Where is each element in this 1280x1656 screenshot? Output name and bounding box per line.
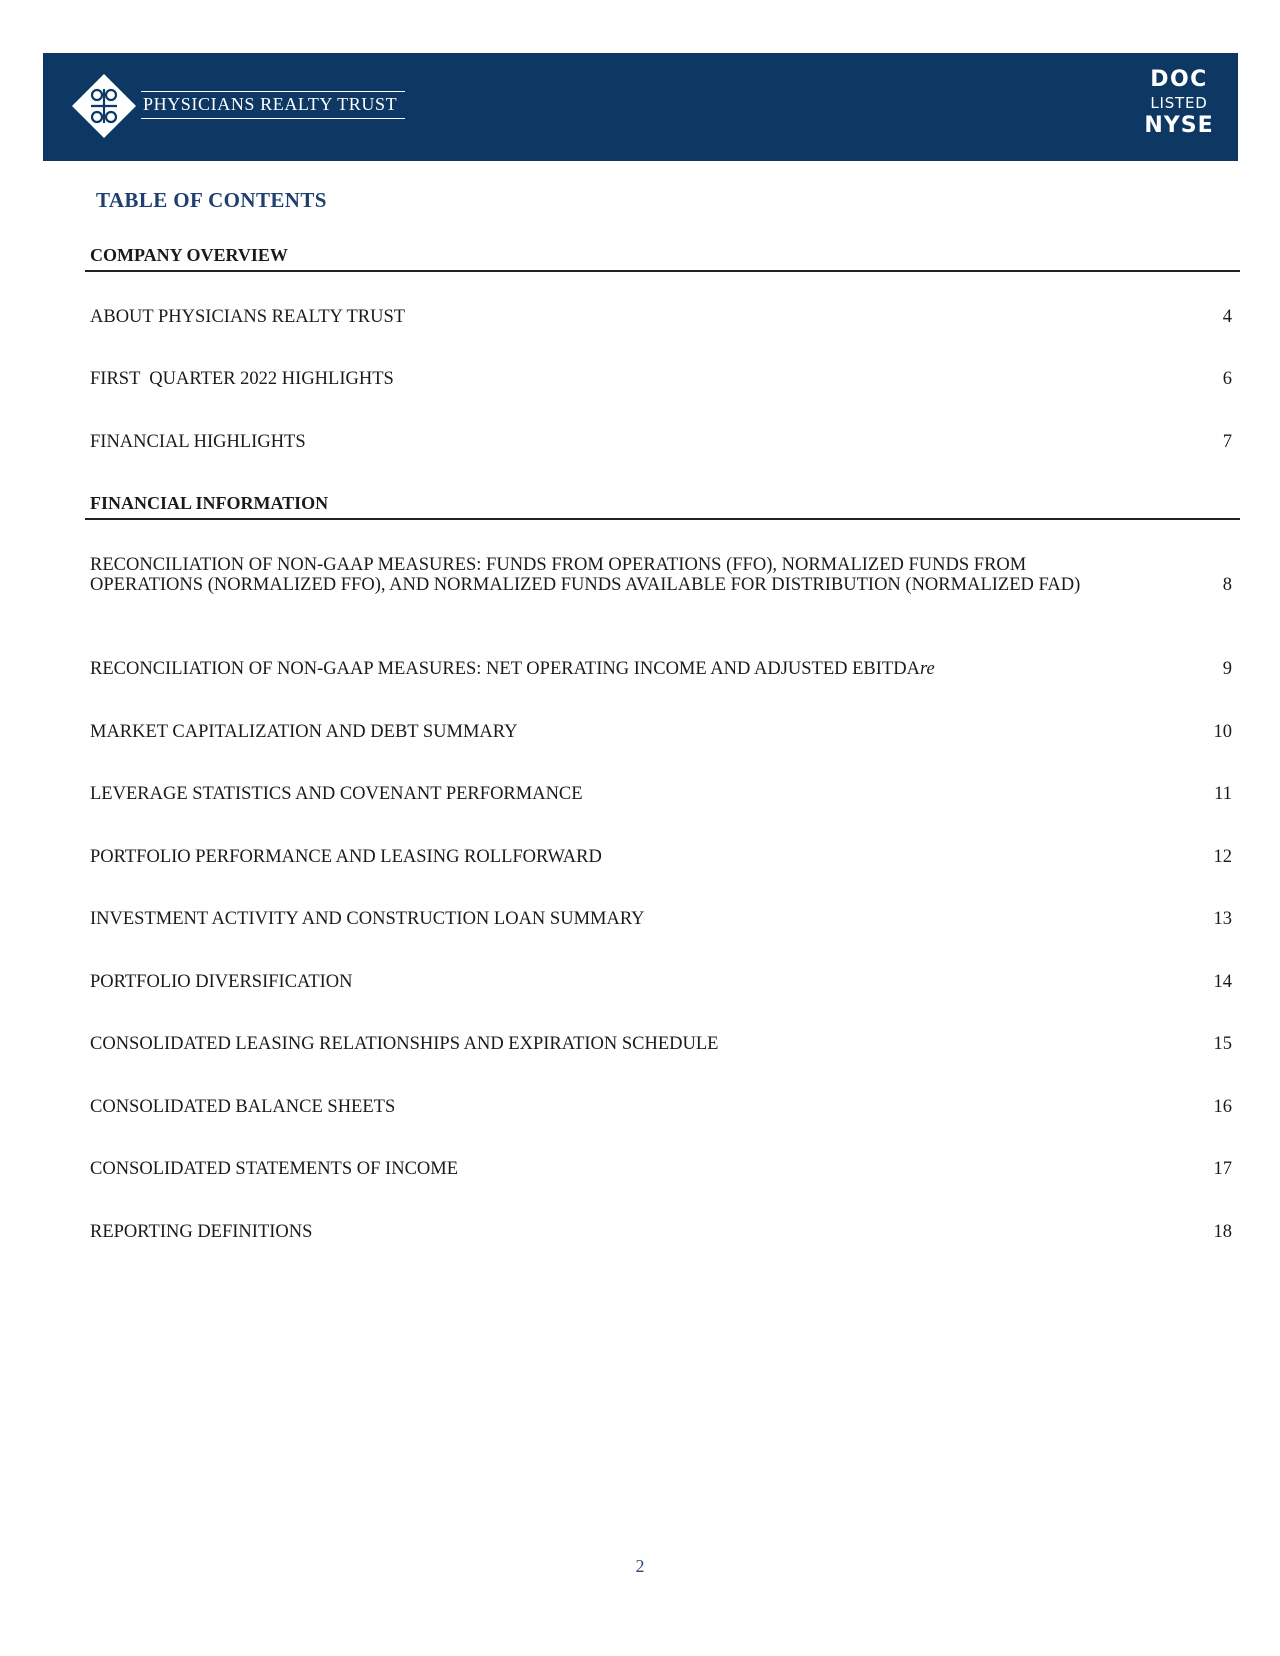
footer-page-number: 2: [635, 1556, 645, 1576]
toc-entry-label: ABOUT PHYSICIANS REALTY TRUST: [90, 307, 406, 327]
ticker-symbol: DOC: [1150, 67, 1208, 92]
toc-entry[interactable]: [90, 369, 1232, 389]
ticker-exchange: NYSE: [1144, 113, 1214, 138]
toc-entry-label: PORTFOLIO DIVERSIFICATION: [90, 972, 353, 992]
toc-entry-page: 18: [1213, 1222, 1232, 1242]
toc-entry[interactable]: [90, 1097, 1232, 1117]
toc-entry[interactable]: [90, 1222, 1232, 1242]
toc-entry-page: 15: [1213, 1034, 1232, 1054]
toc-entry-page: 17: [1213, 1159, 1232, 1179]
ticker-block: [1144, 67, 1214, 139]
toc-entry-label: CONSOLIDATED BALANCE SHEETS: [90, 1097, 396, 1117]
company-logo-icon: [71, 73, 137, 139]
toc-entry-label: FINANCIAL HIGHLIGHTS: [90, 432, 306, 452]
brand-rule-top: [141, 91, 405, 92]
toc-entry-page: 8: [1222, 575, 1232, 595]
toc-entry[interactable]: [90, 972, 1232, 992]
toc-entry[interactable]: [90, 432, 1232, 452]
section-heading-company-overview: COMPANY OVERVIEW: [85, 245, 1240, 272]
ticker-listed: LISTED: [1150, 94, 1208, 112]
toc-entry-label: FIRST QUARTER 2022 HIGHLIGHTS: [90, 369, 394, 389]
brand-rule-bottom: [141, 118, 405, 119]
toc-entry-label: CONSOLIDATED LEASING RELATIONSHIPS AND EXPIRATION SCHEDULE: [90, 1034, 719, 1054]
toc-entry[interactable]: [90, 1034, 1232, 1054]
toc-entry[interactable]: [90, 784, 1232, 804]
toc-entry-page: 4: [1222, 307, 1232, 327]
toc-entry-label: [90, 659, 1140, 679]
toc-entry-label-text: RECONCILIATION OF NON-GAAP MEASURES: NET OPERATING INCOME AND ADJUSTED EBITDA: [90, 659, 920, 679]
toc-entry[interactable]: [90, 307, 1232, 327]
toc-entry-page: 14: [1213, 972, 1232, 992]
toc-entry-page: 13: [1213, 909, 1232, 929]
toc-entry-page: 10: [1213, 722, 1232, 742]
toc-entry-label: CONSOLIDATED STATEMENTS OF INCOME: [90, 1159, 459, 1179]
toc-entry-page: 16: [1213, 1097, 1232, 1117]
toc-entry[interactable]: [90, 555, 1232, 595]
toc-entry[interactable]: [90, 722, 1232, 742]
toc-entry-label: MARKET CAPITALIZATION AND DEBT SUMMARY: [90, 722, 518, 742]
brand-name: PHYSICIANS REALTY TRUST: [143, 94, 398, 114]
toc-entry[interactable]: [90, 1159, 1232, 1179]
toc-entry-page: 9: [1222, 659, 1232, 679]
toc-entry-label-suffix: re: [919, 659, 935, 679]
toc-entry-label: REPORTING DEFINITIONS: [90, 1222, 313, 1242]
toc-entry-page: 12: [1213, 847, 1232, 867]
toc-entry-label: RECONCILIATION OF NON-GAAP MEASURES: FUNDS FROM OPERATIONS (FFO), NORMALIZED FUNDS FROM OPERATIONS (NORMALIZED FFO), AND NORMALIZED FUNDS AVAILABLE FOR DISTRIBUTION (NORMALIZED FAD): [90, 555, 1081, 595]
toc-entry-label: INVESTMENT ACTIVITY AND CONSTRUCTION LOAN SUMMARY: [90, 909, 645, 929]
toc-entry[interactable]: [90, 659, 1232, 679]
toc-entry[interactable]: [90, 847, 1232, 867]
toc-entry-label: LEVERAGE STATISTICS AND COVENANT PERFORMANCE: [90, 784, 583, 804]
toc-entry-page: 6: [1222, 369, 1232, 389]
section-heading-financial-information: FINANCIAL INFORMATION: [85, 493, 1240, 520]
toc-entry[interactable]: [90, 909, 1232, 929]
toc-title: TABLE OF CONTENTS: [96, 188, 327, 212]
toc-entry-page: 7: [1222, 432, 1232, 452]
toc-entry-label: PORTFOLIO PERFORMANCE AND LEASING ROLLFORWARD: [90, 847, 602, 867]
header-banner: [43, 53, 1238, 161]
toc-entry-page: 11: [1214, 784, 1232, 804]
